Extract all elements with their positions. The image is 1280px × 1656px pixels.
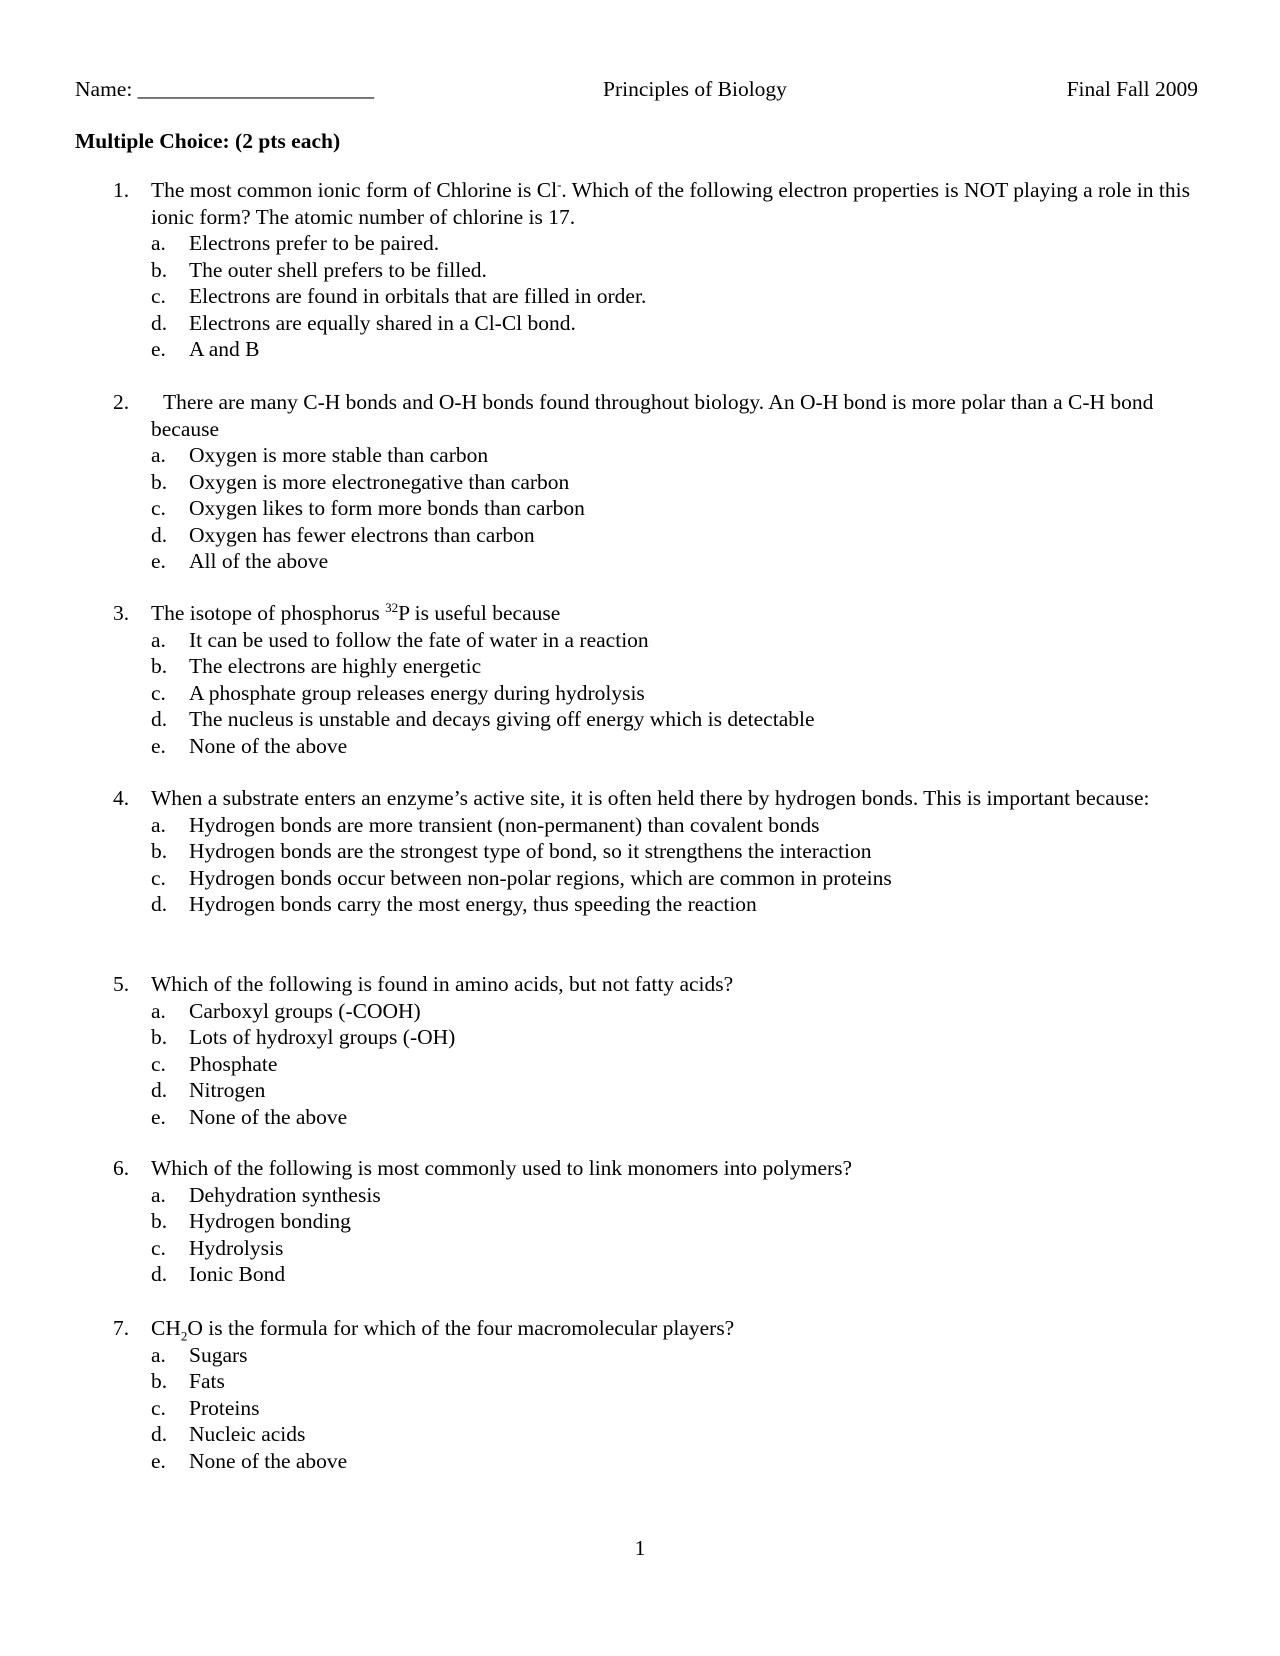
- question-text: There are many C-H bonds and O-H bonds found throughout biology. An O-H bond is more polar than a C-H bond because: [151, 390, 1154, 441]
- question-text: Which of the following is most commonly used to link monomers into polymers?: [151, 1156, 853, 1180]
- option-letter: d.: [151, 1078, 168, 1102]
- option-text: Nitrogen: [189, 1078, 266, 1102]
- option-letter: d.: [151, 522, 168, 547]
- answer-option: [0, 838, 1280, 865]
- option-letter: b.: [151, 654, 168, 678]
- question-text: When a substrate enters an enzyme’s active site, it is often held there by hydrogen bonds. This is important because:: [151, 786, 1150, 810]
- option-letter: d.: [151, 707, 168, 731]
- question-number: 2.: [113, 390, 130, 414]
- option-text: Dehydration synthesis: [189, 1182, 381, 1207]
- question-7: [0, 1315, 1280, 1474]
- question-text: $CH_2O$ is the formula for which of the four macromolecular players?: [151, 1316, 735, 1344]
- answer-option: [0, 1051, 1280, 1078]
- exam-term: Final Fall 2009: [1066, 77, 1198, 101]
- option-letter: a.: [151, 443, 166, 467]
- answer-option: [0, 891, 1280, 918]
- answer-option: [0, 680, 1280, 707]
- question-6: [0, 1155, 1280, 1288]
- answer-option: [0, 1261, 1280, 1288]
- option-text: Hydrogen bonds occur between non-polar regions, which are common in proteins: [189, 865, 892, 890]
- answer-option: [0, 257, 1280, 284]
- answer-option: [0, 1421, 1280, 1448]
- section-heading: Multiple Choice: (2 pts each): [75, 129, 341, 153]
- subscript-count: 2: [180, 1328, 188, 1344]
- answer-option: [0, 1182, 1280, 1209]
- answer-option: [0, 1024, 1280, 1051]
- question-5: [0, 971, 1280, 1130]
- option-text: Nucleic acids: [189, 1422, 306, 1446]
- answer-option: [0, 442, 1280, 469]
- option-text: None of the above: [189, 733, 348, 758]
- option-text: Proteins: [189, 1395, 260, 1420]
- option-letter: b.: [151, 1369, 168, 1393]
- option-letter: a.: [151, 1342, 166, 1367]
- option-text: Electrons are equally shared in a Cl-Cl bond.: [189, 310, 576, 335]
- option-text: Hydrogen bonding: [189, 1209, 351, 1233]
- option-text: Lots of hydroxyl groups (-OH): [189, 1025, 456, 1049]
- answer-option: [0, 812, 1280, 839]
- option-letter: e.: [151, 1448, 166, 1473]
- answer-option: [0, 230, 1280, 257]
- option-letter: b.: [151, 1209, 168, 1233]
- answer-option: [0, 653, 1280, 680]
- option-letter: e.: [151, 549, 166, 573]
- option-text: Hydrogen bonds are more transient (non-permanent) than covalent bonds: [189, 812, 820, 837]
- question-number: 7.: [113, 1316, 130, 1340]
- question-number: 3.: [113, 601, 130, 625]
- answer-option: [0, 469, 1280, 496]
- answer-option: [0, 495, 1280, 522]
- option-letter: d.: [151, 892, 168, 916]
- question-text: The isotope of phosphorus $^{32}$P is useful because: [151, 599, 561, 625]
- option-letter: c.: [151, 1051, 166, 1076]
- answer-option: [0, 310, 1280, 337]
- option-letter: c.: [151, 680, 166, 705]
- name-field-label: Name: ______________________: [75, 77, 375, 101]
- page-number: 1: [634, 1536, 646, 1560]
- option-text: Fats: [189, 1369, 225, 1393]
- option-letter: d.: [151, 1422, 168, 1446]
- question-3: [0, 600, 1280, 759]
- answer-option: [0, 1448, 1280, 1475]
- option-text: Oxygen likes to form more bonds than carbon: [189, 496, 585, 520]
- option-letter: c.: [151, 1395, 166, 1420]
- option-letter: a.: [151, 231, 166, 255]
- option-text: Oxygen has fewer electrons than carbon: [189, 522, 535, 547]
- option-text: Hydrogen bonds are the strongest type of bond, so it strengthens the interaction: [189, 839, 872, 863]
- option-letter: c.: [151, 496, 166, 520]
- superscript-mass-number: 32: [385, 599, 399, 615]
- option-letter: c.: [151, 865, 166, 890]
- question-number: 6.: [113, 1156, 130, 1180]
- option-text: The electrons are highly energetic: [189, 654, 482, 678]
- answer-option: [0, 865, 1280, 892]
- question-1: [0, 177, 1280, 363]
- option-letter: c.: [151, 1235, 166, 1260]
- option-letter: c.: [151, 284, 166, 308]
- answer-option: [0, 733, 1280, 760]
- option-text: Electrons are found in orbitals that are filled in order.: [189, 284, 647, 308]
- option-text: A phosphate group releases energy during hydrolysis: [189, 680, 645, 705]
- option-text: Carboxyl groups (-COOH): [189, 998, 421, 1023]
- option-letter: e.: [151, 733, 166, 758]
- answer-option: [0, 1077, 1280, 1104]
- option-text: The outer shell prefers to be filled.: [189, 257, 487, 282]
- answer-option: [0, 627, 1280, 654]
- answer-option: [0, 1208, 1280, 1235]
- option-text: Oxygen is more stable than carbon: [189, 443, 489, 467]
- superscript-charge: -: [557, 176, 562, 192]
- answer-option: [0, 1342, 1280, 1369]
- option-text: The nucleus is unstable and decays giving off energy which is detectable: [189, 707, 815, 731]
- option-letter: d.: [151, 310, 168, 335]
- question-number: 4.: [113, 786, 130, 810]
- answer-option: [0, 336, 1280, 363]
- option-letter: d.: [151, 1262, 168, 1286]
- answer-option: [0, 1104, 1280, 1131]
- question-text: Which of the following is found in amino acids, but not fatty acids?: [151, 972, 734, 996]
- option-text: All of the above: [189, 549, 329, 573]
- option-text: A and B: [189, 337, 260, 361]
- question-number: 1.: [113, 178, 130, 202]
- option-letter: e.: [151, 337, 166, 361]
- answer-option: [0, 1235, 1280, 1262]
- option-letter: a.: [151, 998, 166, 1023]
- option-letter: a.: [151, 1182, 166, 1207]
- answer-option: [0, 548, 1280, 575]
- option-text: None of the above: [189, 1104, 348, 1129]
- option-text: Hydrolysis: [189, 1235, 284, 1260]
- option-text: Ionic Bond: [189, 1262, 286, 1286]
- option-text: Oxygen is more electronegative than carbon: [189, 469, 570, 494]
- course-title: Principles of Biology: [603, 77, 787, 101]
- option-letter: b.: [151, 257, 168, 282]
- option-text: Electrons prefer to be paired.: [189, 231, 440, 255]
- question-2: [0, 389, 1280, 575]
- answer-option: [0, 706, 1280, 733]
- option-letter: b.: [151, 1025, 168, 1049]
- option-letter: e.: [151, 1104, 166, 1129]
- question-number: 5.: [113, 972, 130, 996]
- answer-option: [0, 1395, 1280, 1422]
- answer-option: [0, 1368, 1280, 1395]
- answer-option: [0, 522, 1280, 549]
- option-text: Sugars: [189, 1342, 248, 1367]
- option-letter: b.: [151, 839, 168, 863]
- question-4: [0, 785, 1280, 918]
- option-letter: a.: [151, 627, 166, 652]
- option-text: Hydrogen bonds carry the most energy, thus speeding the reaction: [189, 892, 757, 916]
- option-text: Phosphate: [189, 1051, 278, 1076]
- option-letter: b.: [151, 469, 168, 494]
- answer-option: [0, 283, 1280, 310]
- answer-option: [0, 998, 1280, 1025]
- question-text: The most common ionic form of Chlorine is Cl-. Which of the following electron properties is NOT playing a role in this ionic form? The atomic number of chlorine is 17.: [151, 176, 1190, 229]
- option-text: None of the above: [189, 1448, 348, 1473]
- option-letter: a.: [151, 812, 166, 837]
- option-text: It can be used to follow the fate of water in a reaction: [189, 627, 649, 652]
